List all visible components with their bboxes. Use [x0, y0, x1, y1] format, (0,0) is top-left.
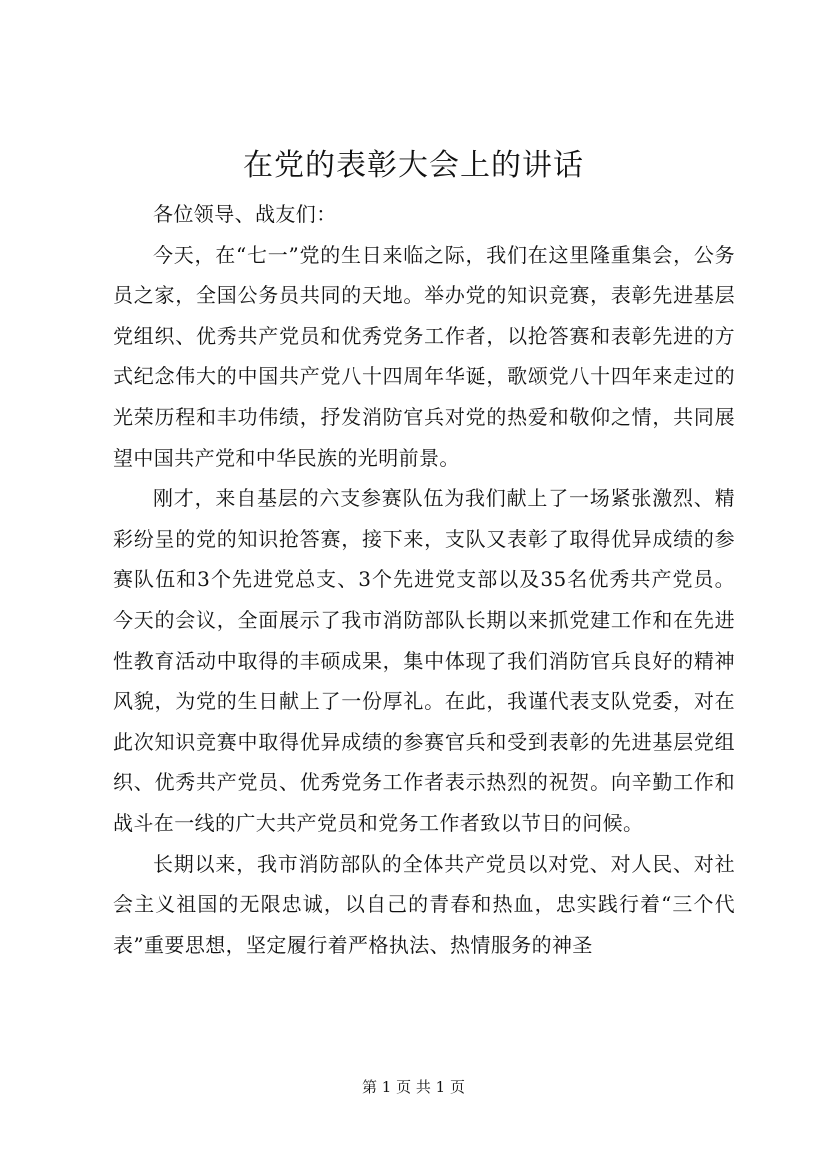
greeting: 各位领导、战友们：	[153, 202, 337, 226]
paragraph: 刚才，来自基层的六支参赛队伍为我们献上了一场紧张激烈、精彩纷呈的党的知识抢答赛，接下来，支队又表彰了取得优异成绩的参赛队伍和3个先进党总支、3个先进党支部以及35名优秀共产党员。今天的会议，全面展示了我市消防部队长期以来抓党建工作和在先进性教育活动中取得的丰硕成果，集中体现了我们消防官兵良好的精神风貌，为党的生日献上了一份厚礼。在此，我谨代表支队党委，对在此次知识竞赛中取得优异成绩的参赛官兵和受到表彰的先进基层党组织、优秀共产党员、优秀党务工作者表示热烈的祝贺。向辛勤工作和战斗在一线的广大共产党员和党务工作者致以节日的问候。	[113, 486, 735, 835]
page-number-footer: 第 1 页 共 1 页	[362, 1078, 465, 1096]
paragraph: 今天，在“七一”党的生日来临之际，我们在这里隆重集会，公务员之家，全国公务员共同的天地。举办党的知识竞赛，表彰先进基层党组织、优秀共产党员和优秀党务工作者，以抢答赛和表彰先进的方式纪念伟大的中国共产党八十四周年华诞，歌颂党八十四年来走过的光荣历程和丰功伟绩，抒发消防官兵对党的热爱和敬仰之情，共同展望中国共产党和中华民族的光明前景。	[113, 242, 735, 470]
document-title: 在党的表彰大会上的讲话	[243, 148, 584, 183]
paragraph: 长期以来，我市消防部队的全体共产党员以对党、对人民、对社会主义祖国的无限忠诚，以自己的青春和热血，忠实践行着“三个代表”重要思想，坚定履行着严格执法、热情服务的神圣	[113, 851, 735, 957]
document-body	[113, 194, 735, 965]
